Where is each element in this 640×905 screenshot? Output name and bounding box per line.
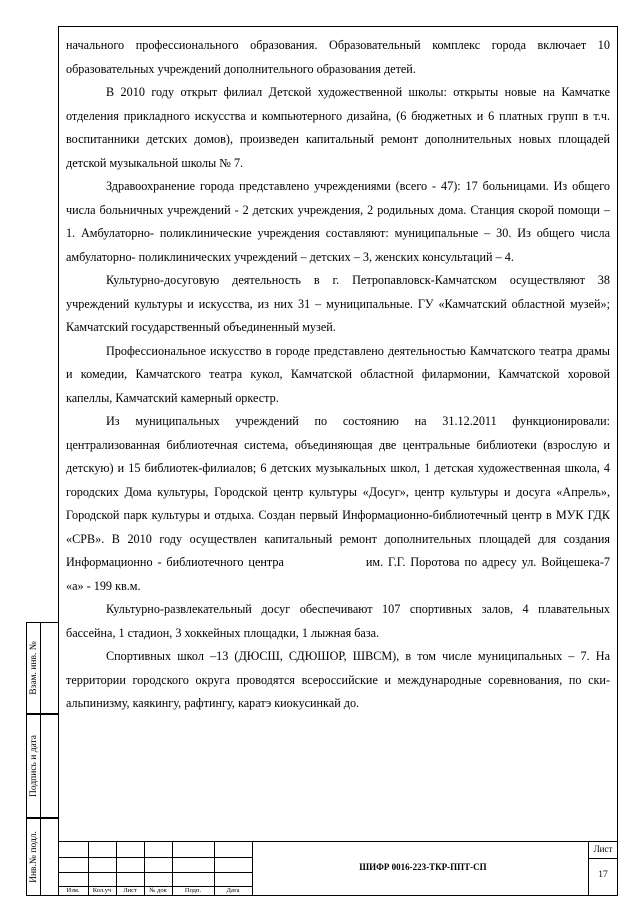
stamp-label: Инв.№ подл. (29, 831, 40, 883)
col-ndok: № док (149, 887, 167, 894)
paragraph (66, 410, 610, 598)
stamp-podpis-data (26, 714, 58, 818)
col-izm: Изм. (66, 887, 80, 894)
col-list: Лист (123, 887, 137, 894)
paragraph: В 2010 году открыт филиал Детской художественной школы: открыты новые на Камчатке отделения прикладного искусства и компьютерного дизайна, (6 бюджетных и 6 платных групп в т.ч. воспитанники детских домов), произведен капитальный ремонт дополнительных новых площадей детской музыкальной школы № 7. (66, 85, 610, 170)
stamp-label: Подпись и дата (29, 734, 40, 798)
title-block (58, 841, 618, 896)
col-data: Дата (226, 887, 240, 894)
col-kol-uch: Кол.уч (92, 887, 112, 894)
stamp-inv-podl (26, 818, 58, 896)
paragraph-text: Из муниципальных учреждений по состоянию на 31.12.2011 функционировали: централизованная библиотечная система, объединяющая две центральные библиотеки (взрослую и детскую) и 15 библиотек-филиалов; 6 детских музыкальных школ, 1 детская художественная школа, 4 городских Дома культуры, Городской центр культуры «Досуг», центр культуры и досуга «Апрель», Городской парк культуры и отдыха. Создан первый Информационно-библиотечный центр в МУК ГДК «СРВ». В 2010 году осуществлен капитальный ремонт дополнительных площадей для создания Информационно - библиотечного центра (66, 414, 610, 569)
paragraph: Профессиональное искусство в городе представлено деятельностью Камчатского театра драмы и комедии, Камчатского театра кукол, Камчатской областной филармонии, Камчатской хоровой капеллы, Камчатский камерный оркестр. (66, 343, 610, 405)
document-body (66, 34, 610, 716)
paragraph: начального профессионального образования. Образовательный комплекс города включает 10 образовательных учреждений дополнительного образования детей. (66, 38, 610, 76)
document-code: ШИФР 0016-223-ТКР-ППТ-СП (359, 862, 487, 872)
stamp-label: Взам. инв. № (29, 641, 40, 695)
paragraph: Здравоохранение города представлено учреждениями (всего - 47): 17 больницами. Из общего числа больничных учреждений - 2 детских учреждения, 2 родильных дома. Станция скорой помощи – 1. Амбулаторно- поликлинические учреждения составляют: муниципальные – 30. Из общего числа амбулаторно- поликлинических учреждений – детских – 3, женских консультаций – 4. (66, 179, 610, 264)
paragraph: Культурно-развлекательный досуг обеспечивают 107 спортивных залов, 4 плавательных бассейна, 1 стадион, 3 хоккейных площадки, 1 лыжная база. (66, 602, 610, 640)
paragraph: Спортивных школ –13 (ДЮСШ, СДЮШОР, ШВСМ), в том числе муниципальных – 7. На территории городского округа проводятся всероссийские и международные соревнования, по ски-альпинизму, каякингу, рафтингу, каратэ киокусинкай до. (66, 649, 610, 710)
col-podp: Подп. (184, 887, 202, 894)
sheet-number: 17 (598, 870, 608, 880)
sheet-label: Лист (593, 844, 613, 854)
stamp-vzam-inv (26, 622, 58, 714)
paragraph: Культурно-досуговую деятельность в г. Петропавловск-Камчатском осуществляют 38 учреждений культуры и искусства, из них 31 – муниципальные. ГУ «Камчатский областной музей»; Камчатский государственный объединенный музей. (66, 273, 610, 334)
paragraph-text-cont: им. Г.Г. Поротова по адресу ул. Войцешека-7 «а» - 199 кв.м. (66, 555, 610, 593)
